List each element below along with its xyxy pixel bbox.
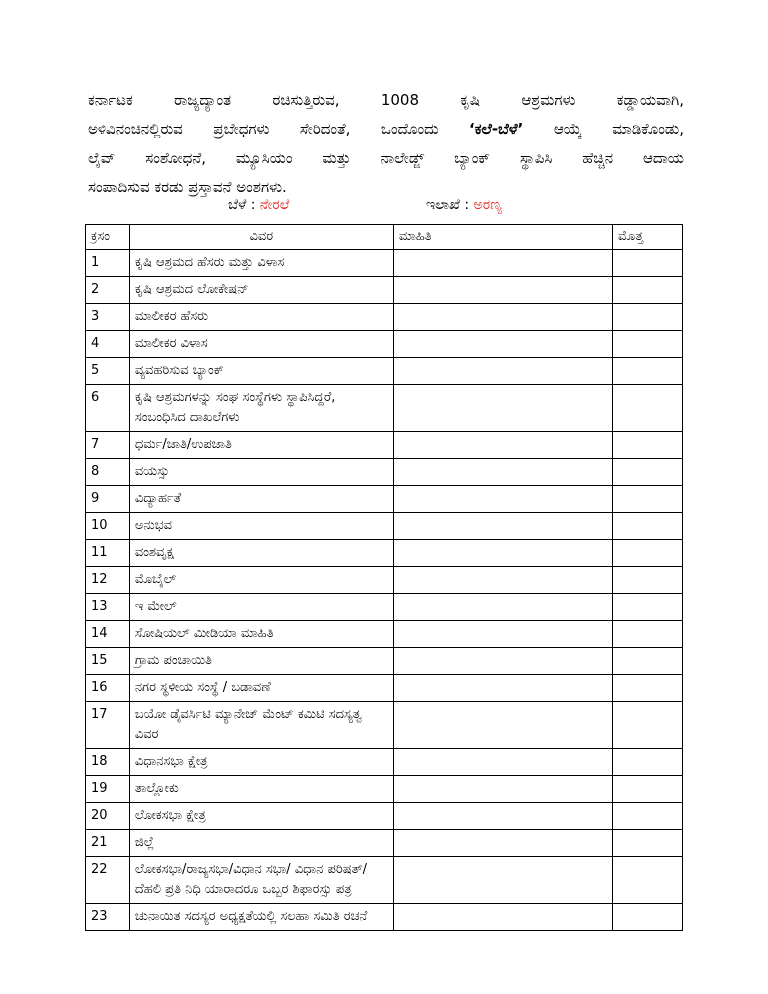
table-row (86, 702, 683, 749)
row-description: ಕೃಷಿ ಆಶ್ರಮದ ಲೋಕೇಷನ್ (129, 277, 393, 304)
department-info (426, 197, 502, 213)
row-total-cell (613, 702, 683, 749)
row-serial-no: 21 (86, 830, 130, 857)
row-total-cell (613, 857, 683, 904)
row-information-cell (393, 358, 612, 385)
row-serial-no: 7 (86, 432, 130, 459)
row-information-cell (393, 304, 612, 331)
row-description: ವಂಶವೃಕ್ಷ (129, 540, 393, 567)
row-serial-no: 1 (86, 250, 130, 277)
row-serial-no: 14 (86, 621, 130, 648)
row-total-cell (613, 675, 683, 702)
row-serial-no: 17 (86, 702, 130, 749)
table-header-row (86, 225, 683, 250)
row-information-cell (393, 250, 612, 277)
table-row (86, 250, 683, 277)
department-value: ಅರಣ್ಯ (473, 197, 502, 213)
row-information-cell (393, 857, 612, 904)
intro-line-3: ಲೈವ್ ಸಂಶೋಧನೆ, ಮ್ಯೂಸಿಯಂ ಮತ್ತು ನಾಲೇಡ್ಜ್ ಬ್ಯಾಂಕ್ ಸ್ಥಾಪಿಸಿ ಹೆಚ್ಚಿನ ಆದಾಯ (88, 149, 684, 167)
row-serial-no: 9 (86, 486, 130, 513)
row-serial-no: 12 (86, 567, 130, 594)
row-information-cell (393, 675, 612, 702)
table-row (86, 857, 683, 904)
table-row (86, 594, 683, 621)
row-description: ಮೊಬೈಲ್ (129, 567, 393, 594)
crop-value: ನೇರಲೆ (259, 197, 290, 213)
table-row (86, 567, 683, 594)
row-total-cell (613, 567, 683, 594)
row-total-cell (613, 803, 683, 830)
row-total-cell (613, 904, 683, 931)
kale-bele-highlight: ‘ಕಲೆ-ಬೆಳೆ’ (469, 120, 524, 138)
row-description: ಲೋಕಸಭಾ/ರಾಜ್ಯಸಭಾ/ವಿಧಾನ ಸಭಾ/ ವಿಧಾನ ಪರಿಷತ್/ ದೆಹಲಿ ಪ್ರತಿ ನಿಧಿ ಯಾರಾದರೂ ಒಬ್ಬರ ಶಿಫಾರಸ್ಸು ಪತ್ರ (129, 857, 393, 904)
row-total-cell (613, 486, 683, 513)
row-information-cell (393, 830, 612, 857)
header-information: ಮಾಹಿತಿ (393, 225, 612, 250)
row-serial-no: 16 (86, 675, 130, 702)
crop-info (228, 197, 289, 213)
row-information-cell (393, 776, 612, 803)
crop-label: ಬೆಳೆ : (228, 197, 256, 213)
row-information-cell (393, 749, 612, 776)
row-description: ಚುನಾಯಿತ ಸದಸ್ಯರ ಅಧ್ಯಕ್ಷತೆಯಲ್ಲಿ ಸಲಹಾ ಸಮಿತಿ ರಚನೆ (129, 904, 393, 931)
row-total-cell (613, 358, 683, 385)
row-information-cell (393, 331, 612, 358)
row-description: ಜಿಲ್ಲೆ (129, 830, 393, 857)
row-information-cell (393, 540, 612, 567)
row-information-cell (393, 459, 612, 486)
department-label: ಇಲಾಖೆ : (426, 197, 470, 213)
row-total-cell (613, 385, 683, 432)
row-serial-no: 2 (86, 277, 130, 304)
row-description: ಮಾಲೀಕರ ವಿಳಾಸ (129, 331, 393, 358)
table-row (86, 486, 683, 513)
row-serial-no: 15 (86, 648, 130, 675)
row-description: ಇ ಮೇಲ್ (129, 594, 393, 621)
row-description: ವಿಧಾನಸಭಾ ಕ್ಷೇತ್ರ (129, 749, 393, 776)
row-total-cell (613, 648, 683, 675)
row-description: ಅನುಭವ (129, 513, 393, 540)
row-information-cell (393, 904, 612, 931)
row-description: ಲೋಕಸಭಾ ಕ್ಷೇತ್ರ (129, 803, 393, 830)
table-row (86, 830, 683, 857)
row-description: ವಯಸ್ಸು (129, 459, 393, 486)
row-description: ವ್ಯವಹರಿಸುವ ಬ್ಯಾಂಕ್ (129, 358, 393, 385)
table-row (86, 331, 683, 358)
table-row (86, 304, 683, 331)
intro-line-2 (88, 115, 684, 144)
intro-line-2-tail: ಆಯ್ಕೆ ಮಾಡಿಕೊಂಡು, (553, 120, 684, 138)
intro-line-1: ಕರ್ನಾಟಕ ರಾಜ್ಯದ್ಯಾಂತ ರಚಿಸುತ್ತಿರುವ, 1008 ಕೃಷಿ ಆಶ್ರಮಗಳು ಕಡ್ಡಾಯವಾಗಿ, (88, 91, 684, 109)
details-table (85, 224, 683, 931)
row-total-cell (613, 830, 683, 857)
table-row (86, 648, 683, 675)
row-information-cell (393, 277, 612, 304)
row-total-cell (613, 749, 683, 776)
row-total-cell (613, 540, 683, 567)
row-information-cell (393, 486, 612, 513)
table-row (86, 432, 683, 459)
table-row (86, 675, 683, 702)
row-description: ಕೃಷಿ ಆಶ್ರಮಗಳನ್ನು ಸಂಘ ಸಂಸ್ಥೆಗಳು ಸ್ಥಾಪಿಸಿದ್ದರೆ, ಸಂಬಂಧಿಸಿದ ದಾಖಲೆಗಳು (129, 385, 393, 432)
intro-line-4: ಸಂಪಾದಿಸುವ ಕರಡು ಪ್ರಸ್ತಾವನೆ ಅಂಶಗಳು. (88, 178, 287, 196)
table-row (86, 358, 683, 385)
row-description: ವಿದ್ಯಾರ್ಹತೆ (129, 486, 393, 513)
table-row (86, 277, 683, 304)
row-description: ಕೃಷಿ ಆಶ್ರಮದ ಹೆಸರು ಮತ್ತು ವಿಳಾಸ (129, 250, 393, 277)
row-information-cell (393, 594, 612, 621)
table-row (86, 540, 683, 567)
row-information-cell (393, 621, 612, 648)
row-description: ಬಯೋ ಡೈವರ್ಸಿಟಿ ಮ್ಯಾನೇಜ್ ಮೆಂಟ್ ಕಮಿಟಿ ಸದಸ್ಯತ್ವ ವಿವರ (129, 702, 393, 749)
row-serial-no: 19 (86, 776, 130, 803)
row-information-cell (393, 513, 612, 540)
table-row (86, 513, 683, 540)
row-total-cell (613, 621, 683, 648)
row-description: ತಾಲ್ಲೋಕು (129, 776, 393, 803)
table-row (86, 385, 683, 432)
row-serial-no: 4 (86, 331, 130, 358)
row-information-cell (393, 803, 612, 830)
row-information-cell (393, 702, 612, 749)
row-serial-no: 23 (86, 904, 130, 931)
row-total-cell (613, 594, 683, 621)
row-description: ಗ್ರಾಮ ಪಂಚಾಯಿತಿ (129, 648, 393, 675)
row-serial-no: 13 (86, 594, 130, 621)
row-serial-no: 6 (86, 385, 130, 432)
header-serial-no: ಕ್ರಸಂ (86, 225, 130, 250)
row-total-cell (613, 459, 683, 486)
row-serial-no: 3 (86, 304, 130, 331)
table-row (86, 803, 683, 830)
header-total: ಮೊತ್ತ (613, 225, 683, 250)
table-row (86, 904, 683, 931)
row-serial-no: 8 (86, 459, 130, 486)
table-row (86, 749, 683, 776)
row-description: ಧರ್ಮ/ಜಾತಿ/ಉಪಜಾತಿ (129, 432, 393, 459)
row-information-cell (393, 567, 612, 594)
table-row (86, 621, 683, 648)
row-information-cell (393, 385, 612, 432)
row-total-cell (613, 277, 683, 304)
header-description: ವಿವರ (129, 225, 393, 250)
row-serial-no: 11 (86, 540, 130, 567)
crop-department-line (0, 197, 768, 221)
row-total-cell (613, 432, 683, 459)
row-serial-no: 18 (86, 749, 130, 776)
row-information-cell (393, 648, 612, 675)
row-serial-no: 22 (86, 857, 130, 904)
row-serial-no: 5 (86, 358, 130, 385)
row-description: ಮಾಲೀಕರ ಹೆಸರು (129, 304, 393, 331)
row-description: ಸೋಷಿಯಲ್ ಮೀಡಿಯಾ ಮಾಹಿತಿ (129, 621, 393, 648)
row-total-cell (613, 331, 683, 358)
row-serial-no: 10 (86, 513, 130, 540)
row-information-cell (393, 432, 612, 459)
row-serial-no: 20 (86, 803, 130, 830)
intro-paragraph (88, 86, 684, 202)
row-description: ನಗರ ಸ್ಥಳೀಯ ಸಂಸ್ಥೆ / ಬಡಾವಣೆ (129, 675, 393, 702)
row-total-cell (613, 776, 683, 803)
table-row (86, 776, 683, 803)
table-row (86, 459, 683, 486)
row-total-cell (613, 250, 683, 277)
row-total-cell (613, 304, 683, 331)
intro-line-2-head: ಅಳಿವಿನಂಚಿನಲ್ಲಿರುವ ಪ್ರಬೇಧಗಳು ಸೇರಿದಂತೆ, ಒಂದೊಂದು (88, 120, 439, 138)
row-total-cell (613, 513, 683, 540)
